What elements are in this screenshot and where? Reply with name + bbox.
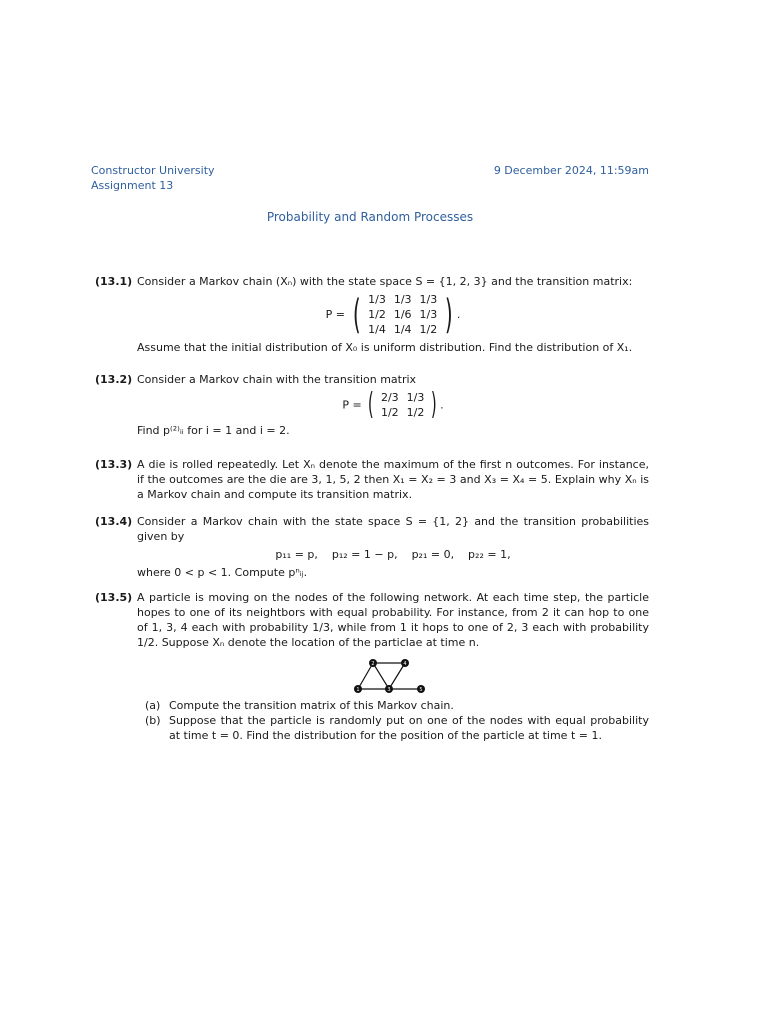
matrix-cell: 1/4	[368, 323, 386, 336]
matrix-cell: 1/4	[393, 323, 412, 336]
course-title: Probability and Random Processes	[266, 210, 474, 224]
transition-probabilities: p₁₁ = p, p₁₂ = 1 − p, p₂₁ = 0, p₂₂ = 1,	[275, 548, 511, 561]
matrix-cell: 1/2	[419, 323, 438, 336]
deadline: 9 December 2024, 11:59am	[493, 164, 649, 177]
matrix-cell: 1/6	[393, 308, 412, 321]
node-label: 4	[403, 661, 407, 667]
subquestion-text: Suppose that the particle is randomly put on one of the nodes with equal probability at time t = 0. Find the distribution for the position of the particle at time t = 1.	[169, 714, 649, 742]
problem-intro: A particle is moving on the nodes of the following network. At each time step, the particle hopes to one of its neightbors with equal probability. For instance, from 2 it can hop to one of 1, 3, 4 each with probability 1/3, while from 1 it hops to one of 2, 3 each with probability 1/2. Suppose Xₙ denote the location of the particlae at time n.	[137, 591, 649, 649]
node-label: 5	[419, 687, 423, 693]
header-left	[91, 163, 215, 193]
matrix-label: P =	[325, 308, 346, 321]
node-label: 1	[356, 687, 360, 693]
problem-number: (13.2)	[95, 373, 133, 386]
subquestion-label: (b)	[145, 714, 161, 727]
edge-2-3	[373, 663, 389, 689]
problem-outro: Assume that the initial distribution of X₀ is uniform distribution. Find the distribution of X₁.	[137, 341, 633, 354]
assignment-title: Assignment 13	[91, 179, 174, 192]
transition-matrix-1: P = ( 1/3 1/3 1/3 1/2 1/6 1/3 1/4 1/4 1/2 ) .	[325, 291, 461, 338]
matrix-cell: 1/2	[368, 308, 386, 321]
matrix-cell: 2/3	[380, 391, 399, 404]
matrix-cell: 1/3	[406, 391, 425, 404]
subquestion-text: Compute the transition matrix of this Markov chain.	[169, 699, 454, 712]
problem-13-2	[95, 372, 649, 438]
problem-intro: Consider a Markov chain with the transition matrix	[137, 373, 417, 386]
problem-number: (13.1)	[95, 275, 133, 288]
matrix-cell: 1/3	[368, 293, 386, 306]
problem-number: (13.4)	[95, 515, 133, 528]
problem-intro: Consider a Markov chain (Xₙ) with the state space S = {1, 2, 3} and the transition matrix:	[137, 275, 633, 288]
subquestion-label: (a)	[145, 699, 161, 712]
problem-13-4	[95, 514, 649, 580]
transition-matrix-2: P = ( 2/3 1/3 1/2 1/2 ) .	[342, 387, 444, 422]
subquestion-b	[141, 713, 649, 743]
node-label: 2	[371, 661, 375, 667]
matrix-cell: 1/3	[419, 293, 438, 306]
network-graph	[353, 658, 433, 694]
problem-text: A die is rolled repeatedly. Let Xₙ denote the maximum of the first n outcomes. For instance, if the outcomes are the die are 3, 1, 5, 2 then X₁ = X₂ = 3 and X₃ = X₄ = 5. Explain why Xₙ is a Markov chain and compute its transition matrix.	[137, 458, 649, 501]
node-label: 3	[387, 687, 391, 693]
problem-13-1	[95, 274, 649, 355]
problem-13-3	[95, 457, 649, 502]
university-name: Constructor University	[91, 164, 215, 177]
problem-intro: Consider a Markov chain with the state space S = {1, 2} and the transition probabilities given by	[137, 515, 649, 543]
matrix-label: P =	[342, 398, 362, 412]
subquestions	[141, 698, 649, 743]
matrix-cell: 1/3	[393, 293, 412, 306]
problem-outro: Find p⁽²⁾ᵢᵢ for i = 1 and i = 2.	[137, 424, 290, 437]
problem-number: (13.5)	[95, 591, 133, 604]
matrix-cell: 1/2	[406, 406, 425, 419]
problem-13-5	[95, 590, 649, 743]
matrix-cell: 1/3	[419, 308, 438, 321]
problem-number: (13.3)	[95, 458, 133, 471]
problem-outro: where 0 < p < 1. Compute pⁿᵢⱼ.	[137, 566, 308, 579]
subquestion-a	[141, 698, 649, 713]
matrix-cell: 1/2	[380, 406, 399, 419]
